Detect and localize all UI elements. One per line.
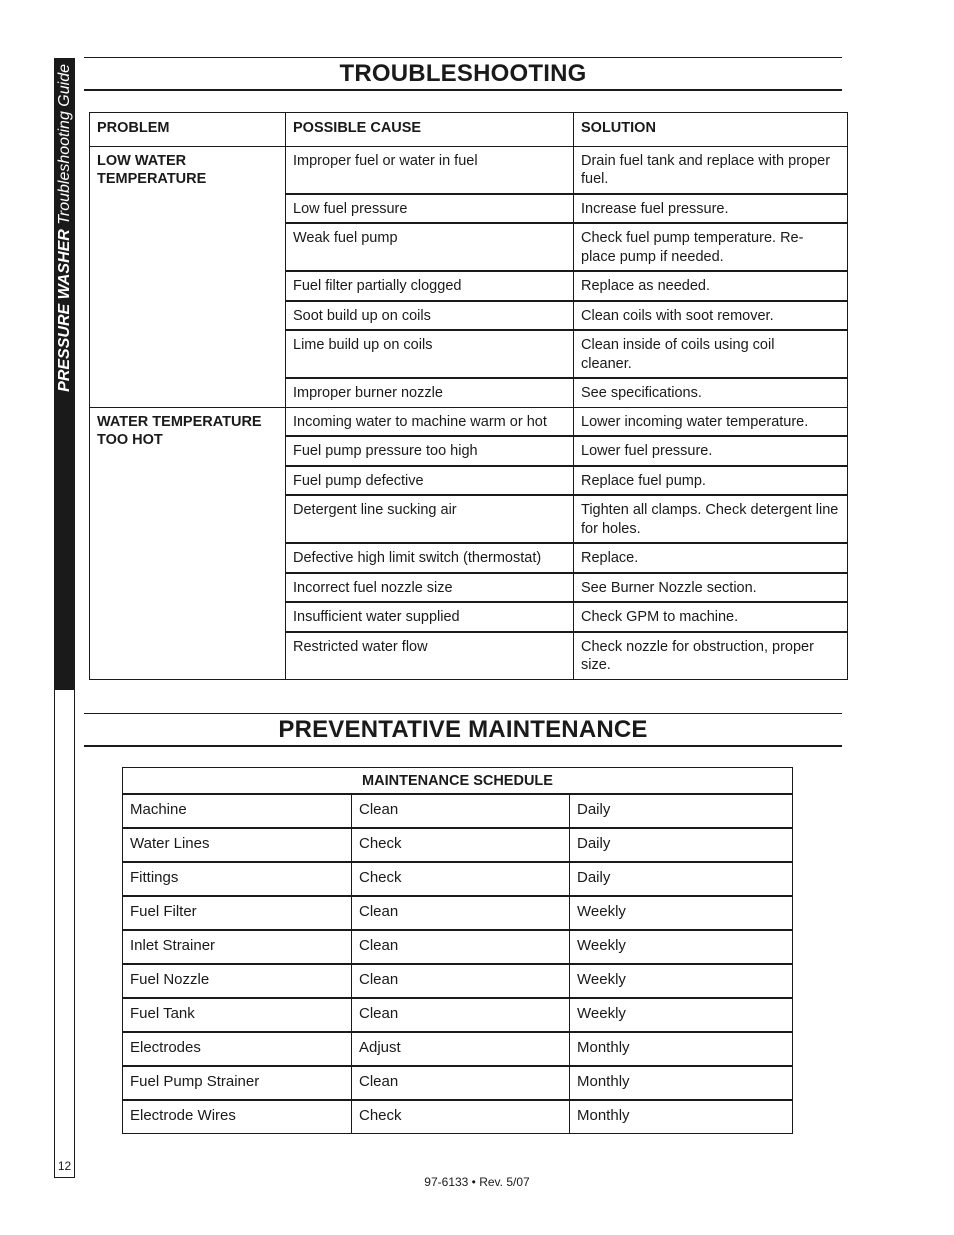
solution-cell: Replace. <box>574 543 848 573</box>
header-problem: PROBLEM <box>90 113 286 147</box>
table-row <box>123 998 793 1032</box>
cause-cell: Improper burner nozzle <box>286 378 574 407</box>
solution-cell: See Burner Nozzle section. <box>574 573 848 603</box>
maintenance-schedule-heading: MAINTENANCE SCHEDULE <box>123 768 793 795</box>
problem-cell: LOW WATER TEMPERATURE <box>90 146 286 407</box>
cause-cell: Insufficient water supplied <box>286 602 574 632</box>
cause-cell: Improper fuel or water in fuel <box>286 146 574 194</box>
maintenance-rule-top <box>84 713 842 714</box>
item-cell: Fuel Pump Strainer <box>123 1066 352 1100</box>
title-rule-top <box>84 57 842 58</box>
action-cell: Clean <box>352 930 570 964</box>
table-row <box>90 407 848 436</box>
solution-cell: Check nozzle for obstruction, proper size. <box>574 632 848 680</box>
side-tab-bold: PRESSURE WASHER <box>56 229 73 392</box>
frequency-cell: Monthly <box>570 1100 793 1134</box>
item-cell: Electrodes <box>123 1032 352 1066</box>
side-tab-italic: Troubleshooting Guide <box>56 64 73 230</box>
cause-cell: Fuel filter partially clogged <box>286 271 574 301</box>
table-row <box>123 964 793 998</box>
action-cell: Clean <box>352 964 570 998</box>
frequency-cell: Daily <box>570 828 793 862</box>
maintenance-rule-bottom <box>84 745 842 747</box>
cause-cell: Incoming water to machine warm or hot <box>286 407 574 436</box>
action-cell: Clean <box>352 794 570 828</box>
frequency-cell: Weekly <box>570 930 793 964</box>
title-rule-bottom <box>84 89 842 91</box>
frequency-cell: Monthly <box>570 1032 793 1066</box>
frequency-cell: Monthly <box>570 1066 793 1100</box>
cause-cell: Weak fuel pump <box>286 223 574 271</box>
table-row <box>123 896 793 930</box>
solution-cell: Lower fuel pressure. <box>574 436 848 466</box>
cause-cell: Soot build up on coils <box>286 301 574 331</box>
action-cell: Clean <box>352 1066 570 1100</box>
cause-cell: Fuel pump pressure too high <box>286 436 574 466</box>
side-tab-label <box>54 58 75 690</box>
header-solution: SOLUTION <box>574 113 848 147</box>
action-cell: Adjust <box>352 1032 570 1066</box>
maintenance-title: PREVENTATIVE MAINTENANCE <box>278 716 648 743</box>
cause-cell: Fuel pump defective <box>286 466 574 496</box>
table-row <box>123 794 793 828</box>
troubleshooting-table <box>89 112 848 680</box>
cause-cell: Low fuel pressure <box>286 194 574 224</box>
problem-cell: WATER TEMPERATURE TOO HOT <box>90 407 286 679</box>
cause-cell: Incorrect fuel nozzle size <box>286 573 574 603</box>
cause-cell: Defective high limit switch (thermostat) <box>286 543 574 573</box>
solution-cell: Check fuel pump temperature. Re-place pump if needed. <box>574 223 848 271</box>
solution-cell: Lower incoming water temperature. <box>574 407 848 436</box>
maintenance-header-row <box>123 768 793 795</box>
solution-cell: Tighten all clamps. Check detergent line for holes. <box>574 495 848 543</box>
solution-cell: See specifications. <box>574 378 848 407</box>
side-rule <box>54 690 75 1178</box>
table-row <box>123 1066 793 1100</box>
document-footer: 97-6133 • Rev. 5/07 <box>424 1175 530 1189</box>
solution-cell: Check GPM to machine. <box>574 602 848 632</box>
troubleshooting-title: TROUBLESHOOTING <box>339 60 587 87</box>
header-cause: POSSIBLE CAUSE <box>286 113 574 147</box>
solution-cell: Increase fuel pressure. <box>574 194 848 224</box>
item-cell: Fuel Nozzle <box>123 964 352 998</box>
action-cell: Clean <box>352 896 570 930</box>
cause-cell: Restricted water flow <box>286 632 574 680</box>
cause-cell: Lime build up on coils <box>286 330 574 378</box>
action-cell: Clean <box>352 998 570 1032</box>
item-cell: Fittings <box>123 862 352 896</box>
item-cell: Electrode Wires <box>123 1100 352 1134</box>
table-header-row <box>90 113 848 147</box>
item-cell: Inlet Strainer <box>123 930 352 964</box>
item-cell: Water Lines <box>123 828 352 862</box>
solution-cell: Clean coils with soot remover. <box>574 301 848 331</box>
action-cell: Check <box>352 828 570 862</box>
solution-cell: Replace as needed. <box>574 271 848 301</box>
cause-cell: Detergent line sucking air <box>286 495 574 543</box>
side-tab <box>54 58 75 690</box>
solution-cell: Replace fuel pump. <box>574 466 848 496</box>
solution-cell: Clean inside of coils using coil cleaner. <box>574 330 848 378</box>
solution-cell: Drain fuel tank and replace with proper fuel. <box>574 146 848 194</box>
item-cell: Fuel Tank <box>123 998 352 1032</box>
table-row <box>123 930 793 964</box>
frequency-cell: Daily <box>570 794 793 828</box>
table-row <box>123 862 793 896</box>
table-row <box>123 1100 793 1134</box>
item-cell: Machine <box>123 794 352 828</box>
table-row <box>90 146 848 194</box>
action-cell: Check <box>352 1100 570 1134</box>
table-row <box>123 828 793 862</box>
frequency-cell: Weekly <box>570 964 793 998</box>
table-row <box>123 1032 793 1066</box>
maintenance-table <box>122 767 793 1134</box>
frequency-cell: Weekly <box>570 896 793 930</box>
frequency-cell: Daily <box>570 862 793 896</box>
frequency-cell: Weekly <box>570 998 793 1032</box>
item-cell: Fuel Filter <box>123 896 352 930</box>
page-number: 12 <box>54 1158 75 1178</box>
action-cell: Check <box>352 862 570 896</box>
